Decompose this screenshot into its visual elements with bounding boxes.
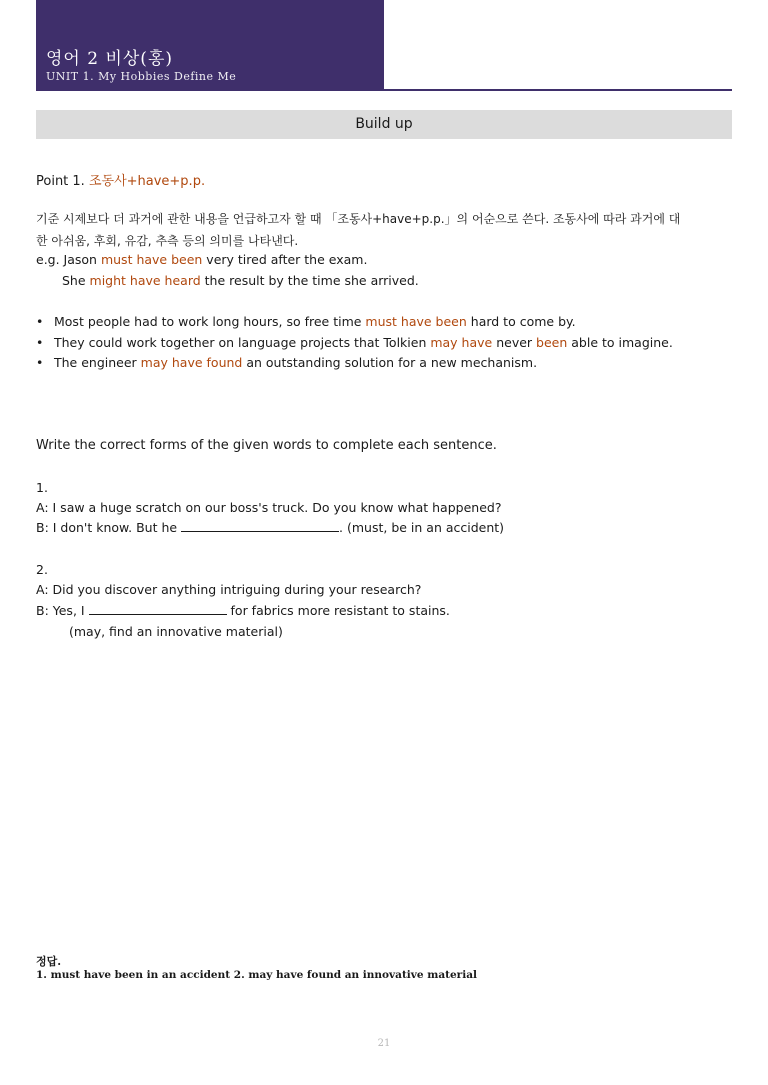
header-rule bbox=[384, 89, 732, 91]
book-title: 영어 2 비상(홍) bbox=[46, 49, 173, 69]
bullet-item bbox=[36, 335, 673, 350]
section-title: Build up bbox=[36, 110, 732, 139]
point-label: Point 1. bbox=[36, 174, 89, 189]
bullet-icon: • bbox=[36, 335, 44, 350]
answers-text: 1. must have been in an accident 2. may have found an innovative material bbox=[36, 969, 477, 981]
answers-title: 정답. bbox=[36, 955, 62, 968]
bullet-item bbox=[36, 314, 576, 329]
example-1-prefix: e.g. Jason bbox=[36, 252, 101, 267]
question-2-hint: (may, find an innovative material) bbox=[69, 624, 283, 639]
bullet-text: Most people had to work long hours, so free time bbox=[54, 314, 366, 329]
bullet-item bbox=[36, 355, 537, 370]
question-1-suffix: . (must, be in an accident) bbox=[339, 520, 505, 535]
example-1-highlight: must have been bbox=[100, 252, 203, 267]
exercise-instruction: Write the correct forms of the given words to complete each sentence. bbox=[36, 438, 497, 453]
question-2-prefix: B: Yes, I bbox=[36, 603, 89, 618]
question-2-line-a: A: Did you discover anything intriguing during your research? bbox=[36, 582, 422, 597]
bullet-icon: • bbox=[36, 314, 44, 329]
example-2-prefix: She bbox=[62, 273, 90, 288]
question-1-number: 1. bbox=[36, 480, 48, 495]
bullet-text: The engineer bbox=[54, 355, 141, 370]
page-number: 21 bbox=[377, 1038, 391, 1049]
question-2-number: 2. bbox=[36, 562, 48, 577]
answer-blank-1[interactable] bbox=[181, 520, 339, 532]
question-1-prefix: B: I don't know. But he bbox=[36, 520, 182, 535]
example-2-suffix: the result by the time she arrived. bbox=[200, 273, 419, 288]
explanation-line-1: 기준 시제보다 더 과거에 관한 내용을 언급하고자 할 때 「조동사+have+p.p.」의 어순으로 쓴다. 조동사에 따라 과거에 대 bbox=[36, 212, 681, 226]
answer-blank-2[interactable] bbox=[89, 603, 227, 615]
unit-title: UNIT 1. My Hobbies Define Me bbox=[46, 70, 237, 83]
question-2-line-b bbox=[36, 603, 450, 618]
bullet-highlight: been bbox=[536, 335, 568, 350]
example-2-highlight: might have heard bbox=[89, 273, 201, 288]
explanation-line-2: 한 아쉬움, 후회, 유감, 추측 등의 의미를 나타낸다. bbox=[36, 234, 299, 248]
question-2-suffix: for fabrics more resistant to stains. bbox=[226, 603, 450, 618]
bullet-text: never bbox=[492, 335, 537, 350]
question-1-line-a: A: I saw a huge scratch on our boss's truck. Do you know what happened? bbox=[36, 500, 502, 515]
bullet-text: hard to come by. bbox=[466, 314, 576, 329]
point-topic: 조동사+have+p.p. bbox=[88, 174, 206, 189]
bullet-text: an outstanding solution for a new mechanism. bbox=[242, 355, 538, 370]
example-2 bbox=[62, 273, 419, 288]
example-1 bbox=[36, 252, 367, 267]
point-heading bbox=[36, 170, 205, 189]
bullet-highlight: may have bbox=[430, 335, 493, 350]
header-box bbox=[36, 0, 384, 91]
bullet-text: able to imagine. bbox=[567, 335, 673, 350]
bullet-icon: • bbox=[36, 355, 44, 370]
bullet-text: They could work together on language projects that Tolkien bbox=[54, 335, 431, 350]
example-1-suffix: very tired after the exam. bbox=[202, 252, 368, 267]
bullet-highlight: must have been bbox=[365, 314, 467, 329]
bullet-highlight: may have found bbox=[140, 355, 243, 370]
question-1-line-b bbox=[36, 520, 504, 535]
